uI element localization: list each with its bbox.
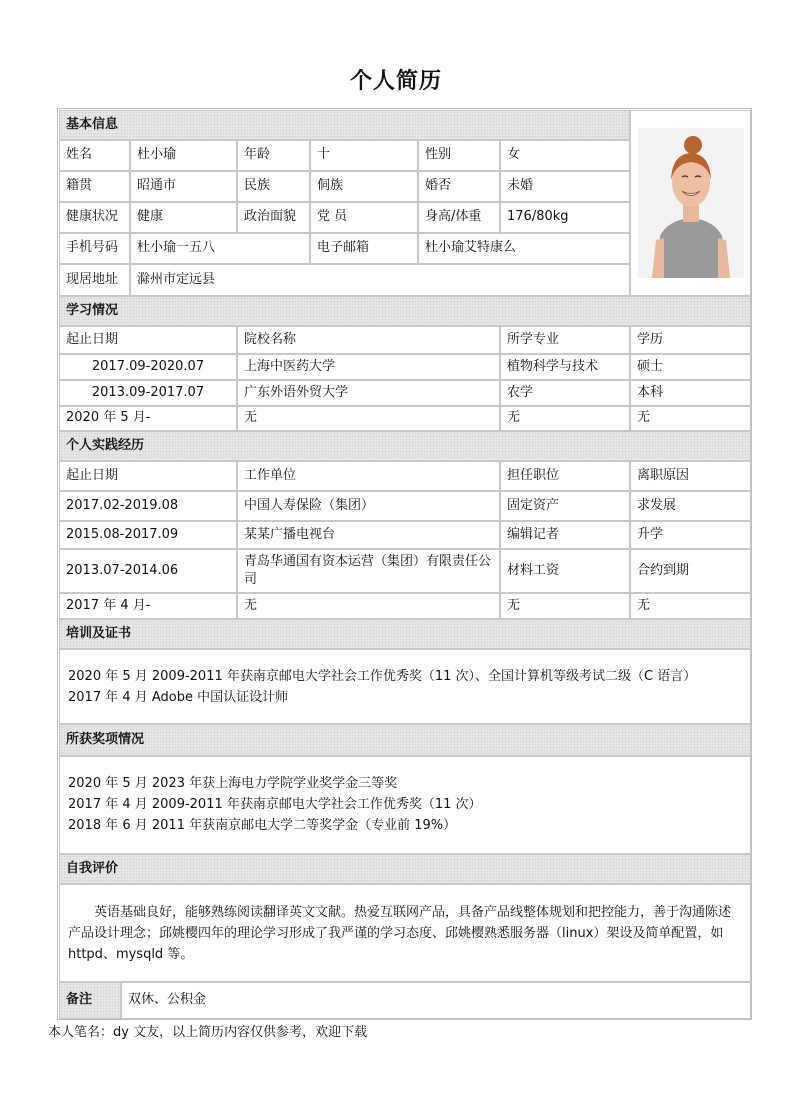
height-weight-label: 身高/体重 [418, 202, 500, 233]
practice-row-3-date: 2013.07-2014.06 [59, 549, 237, 593]
name-label: 姓名 [59, 140, 130, 171]
education-row-1-major: 植物科学与技术 [500, 354, 630, 380]
education-row-3-school: 无 [237, 406, 500, 431]
photo-frame [630, 110, 751, 296]
education-row-2-school: 广东外语外贸大学 [237, 380, 500, 406]
section-practice-header: 个人实践经历 [59, 431, 751, 461]
phone-value: 杜小瑜一五八 [130, 233, 310, 264]
education-row-3-date: 2020 年 5 月- [59, 406, 237, 431]
origin-value: 昭通市 [130, 171, 237, 202]
marital-label: 婚否 [418, 171, 500, 202]
award-line-3: 2018 年 6 月 2011 年获南京邮电大学二等奖学金（专业前 19%） [68, 818, 457, 833]
practice-row-1-company: 中国人寿保险（集团） [237, 491, 500, 521]
training-content [59, 649, 751, 724]
practice-row-1-date: 2017.02-2019.08 [59, 491, 237, 521]
ethnic-label: 民族 [237, 171, 310, 202]
education-row-3-major: 无 [500, 406, 630, 431]
education-row-1-degree: 硕士 [630, 354, 751, 380]
section-training-header: 培训及证书 [59, 619, 751, 649]
practice-row-2-reason: 升学 [630, 521, 751, 549]
health-label: 健康状况 [59, 202, 130, 233]
origin-label: 籍贯 [59, 171, 130, 202]
remarks-label: 备注 [59, 982, 121, 1019]
person-photo-icon [638, 128, 744, 278]
remarks-value: 双休、公积金 [121, 982, 751, 1019]
phone-label: 手机号码 [59, 233, 130, 264]
political-value: 党 员 [310, 202, 418, 233]
profile-photo [638, 128, 744, 278]
political-label: 政治面貌 [237, 202, 310, 233]
education-row-2-degree: 本科 [630, 380, 751, 406]
practice-row-2-company: 某某广播电视台 [237, 521, 500, 549]
section-awards-header: 所获奖项情况 [59, 724, 751, 756]
awards-content [59, 756, 751, 854]
education-row-1-date: 2017.09-2020.07 [59, 354, 237, 380]
education-col-major: 所学专业 [500, 326, 630, 354]
practice-col-date: 起止日期 [59, 461, 237, 491]
training-line-1: 2020 年 5 月 2009-2011 年获南京邮电大学社会工作优秀奖（11 次）、全国计算机等级考试二级（C 语言） [68, 669, 697, 684]
section-self-eval-header: 自我评价 [59, 854, 751, 884]
practice-row-1-position: 固定资产 [500, 491, 630, 521]
practice-col-company: 工作单位 [237, 461, 500, 491]
address-value: 滁州市定远县 [130, 264, 630, 296]
education-col-school: 院校名称 [237, 326, 500, 354]
self-eval-content [59, 884, 751, 982]
email-value: 杜小瑜艾特康么 [418, 233, 630, 264]
practice-row-4-date: 2017 年 4 月- [59, 593, 237, 619]
award-line-2: 2017 年 4 月 2009-2011 年获南京邮电大学社会工作优秀奖（11 次） [68, 797, 482, 812]
ethnic-value: 侗族 [310, 171, 418, 202]
height-weight-value: 176/80kg [500, 202, 630, 233]
gender-label: 性别 [418, 140, 500, 171]
section-basic-header: 基本信息 [59, 110, 630, 140]
age-label: 年龄 [237, 140, 310, 171]
education-row-2-date: 2013.09-2017.07 [59, 380, 237, 406]
practice-row-3-company: 青岛华通国有资本运营（集团）有限责任公司 [237, 549, 500, 593]
age-value: 十 [310, 140, 418, 171]
practice-row-2-date: 2015.08-2017.09 [59, 521, 237, 549]
training-line-2: 2017 年 4 月 Adobe 中国认证设计师 [68, 690, 289, 705]
practice-row-2-position: 编辑记者 [500, 521, 630, 549]
practice-row-4-reason: 无 [630, 593, 751, 619]
education-row-3-degree: 无 [630, 406, 751, 431]
name-value: 杜小瑜 [130, 140, 237, 171]
practice-col-reason: 离职原因 [630, 461, 751, 491]
education-row-2-major: 农学 [500, 380, 630, 406]
gender-value: 女 [500, 140, 630, 171]
self-eval-text: 英语基础良好，能够熟练阅读翻译英文文献。热爱互联网产品，具备产品线整体规划和把控能力，善于沟通陈述产品设计理念；邱姚樱四年的理论学习形成了我严谨的学习态度、邱姚樱熟悉服务器（linux）架设及简单配置，如 httpd、mysqld 等。 [68, 905, 732, 962]
practice-row-4-position: 无 [500, 593, 630, 619]
address-label: 现居地址 [59, 264, 130, 296]
health-value: 健康 [130, 202, 237, 233]
footer-note: 本人笔名：dy 文友，以上简历内容仅供参考，欢迎下载 [48, 1025, 368, 1040]
marital-value: 未婚 [500, 171, 630, 202]
education-col-degree: 学历 [630, 326, 751, 354]
practice-row-3-reason: 合约到期 [630, 549, 751, 593]
practice-col-position: 担任职位 [500, 461, 630, 491]
award-line-1: 2020 年 5 月 2023 年获上海电力学院学业奖学金三等奖 [68, 776, 398, 791]
page-title: 个人简历 [349, 69, 442, 94]
practice-row-3-position: 材料工资 [500, 549, 630, 593]
practice-row-1-reason: 求发展 [630, 491, 751, 521]
section-education-header: 学习情况 [59, 296, 751, 326]
education-col-date: 起止日期 [59, 326, 237, 354]
education-row-1-school: 上海中医药大学 [237, 354, 500, 380]
email-label: 电子邮箱 [310, 233, 418, 264]
practice-row-4-company: 无 [237, 593, 500, 619]
